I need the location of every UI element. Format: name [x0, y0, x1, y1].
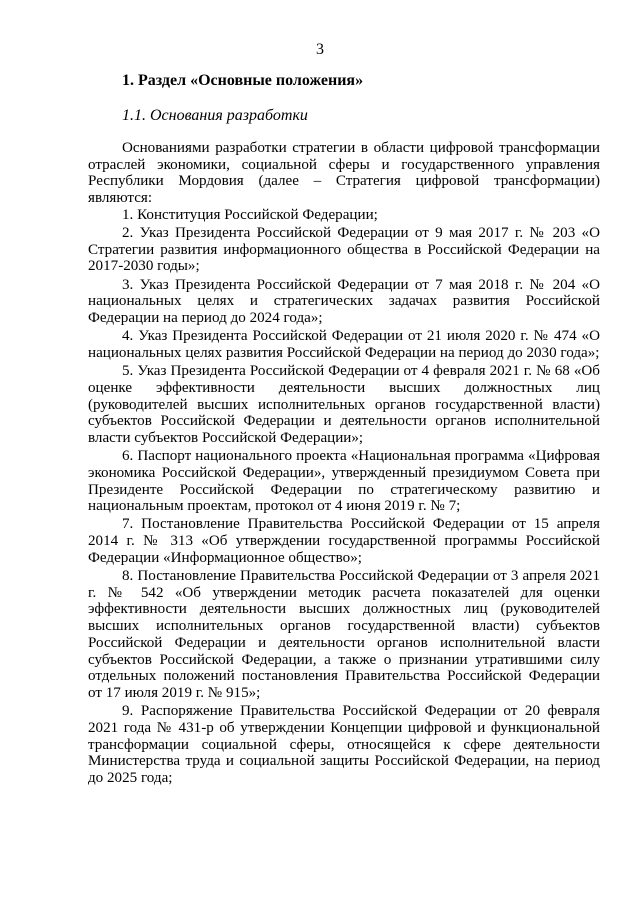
page-number: 3	[316, 41, 324, 58]
intro-paragraph: Основаниями разработки стратегии в области цифровой трансформации отраслей экономики, социальной сферы и государственного управления Республики Мордовия (далее – Стратегия цифровой трансформации) являются:	[88, 140, 600, 207]
list-item-order-431r: 9. Распоряжение Правительства Российской Федерации от 20 февраля 2021 года № 431-р об утверждении Концепции цифровой и функциональной трансформации социальной сферы, относящейся к сфере деятельности Министерства труда и социальной защиты Российской Федерации, на период до 2025 года;	[88, 703, 600, 787]
subsection-heading: 1.1. Основания разработки	[122, 107, 308, 124]
list-item-decree-203: 2. Указ Президента Российской Федерации от 9 мая 2017 г. № 203 «О Стратегии развития информационного общества в Российской Федерации на 2017-2030 годы»;	[88, 225, 600, 275]
list-item-resolution-313: 7. Постановление Правительства Российской Федерации от 15 апреля 2014 г. № 313 «Об утверждении государственной программы Российской Федерации «Информационное общество»;	[88, 516, 600, 566]
document-body	[88, 140, 600, 787]
list-item-resolution-542: 8. Постановление Правительства Российской Федерации от 3 апреля 2021 г. № 542 «Об утверждении методик расчета показателей для оценки эффективности деятельности высших должностных лиц (руководителей высших исполнительных органов государственной власти) субъектов Российской Федерации и деятельности органов исполнительной власти субъектов Российской Федерации, а также о признании утратившими силу отдельных положений постановления Правительства Российской Федерации от 17 июля 2019 г. № 915»;	[88, 568, 600, 701]
list-item-decree-204: 3. Указ Президента Российской Федерации от 7 мая 2018 г. № 204 «О национальных целях и стратегических задачах развития Российской Федерации на период до 2024 года»;	[88, 276, 600, 327]
section-heading: 1. Раздел «Основные положения»	[122, 72, 364, 89]
list-item-decree-474: 4. Указ Президента Российской Федерации от 21 июля 2020 г. № 474 «О национальных целях развития Российской Федерации на период до 2030 года»;	[88, 328, 600, 361]
list-item-national-project-passport: 6. Паспорт национального проекта «Национальная программа «Цифровая экономика Российской Федерации», утвержденный президиумом Совета при Президенте Российской Федерации по стратегическому развитию и национальным проектам, протокол от 4 июня 2019 г. № 7;	[88, 448, 600, 515]
list-item-decree-68: 5. Указ Президента Российской Федерации от 4 февраля 2021 г. № 68 «Об оценке эффективности деятельности высших должностных лиц (руководителей высших исполнительных органов государственной власти) субъектов Российской Федерации и деятельности органов исполнительной власти субъектов Российской Федерации»;	[88, 363, 600, 446]
list-item-constitution: 1. Конституция Российской Федерации;	[122, 206, 378, 223]
